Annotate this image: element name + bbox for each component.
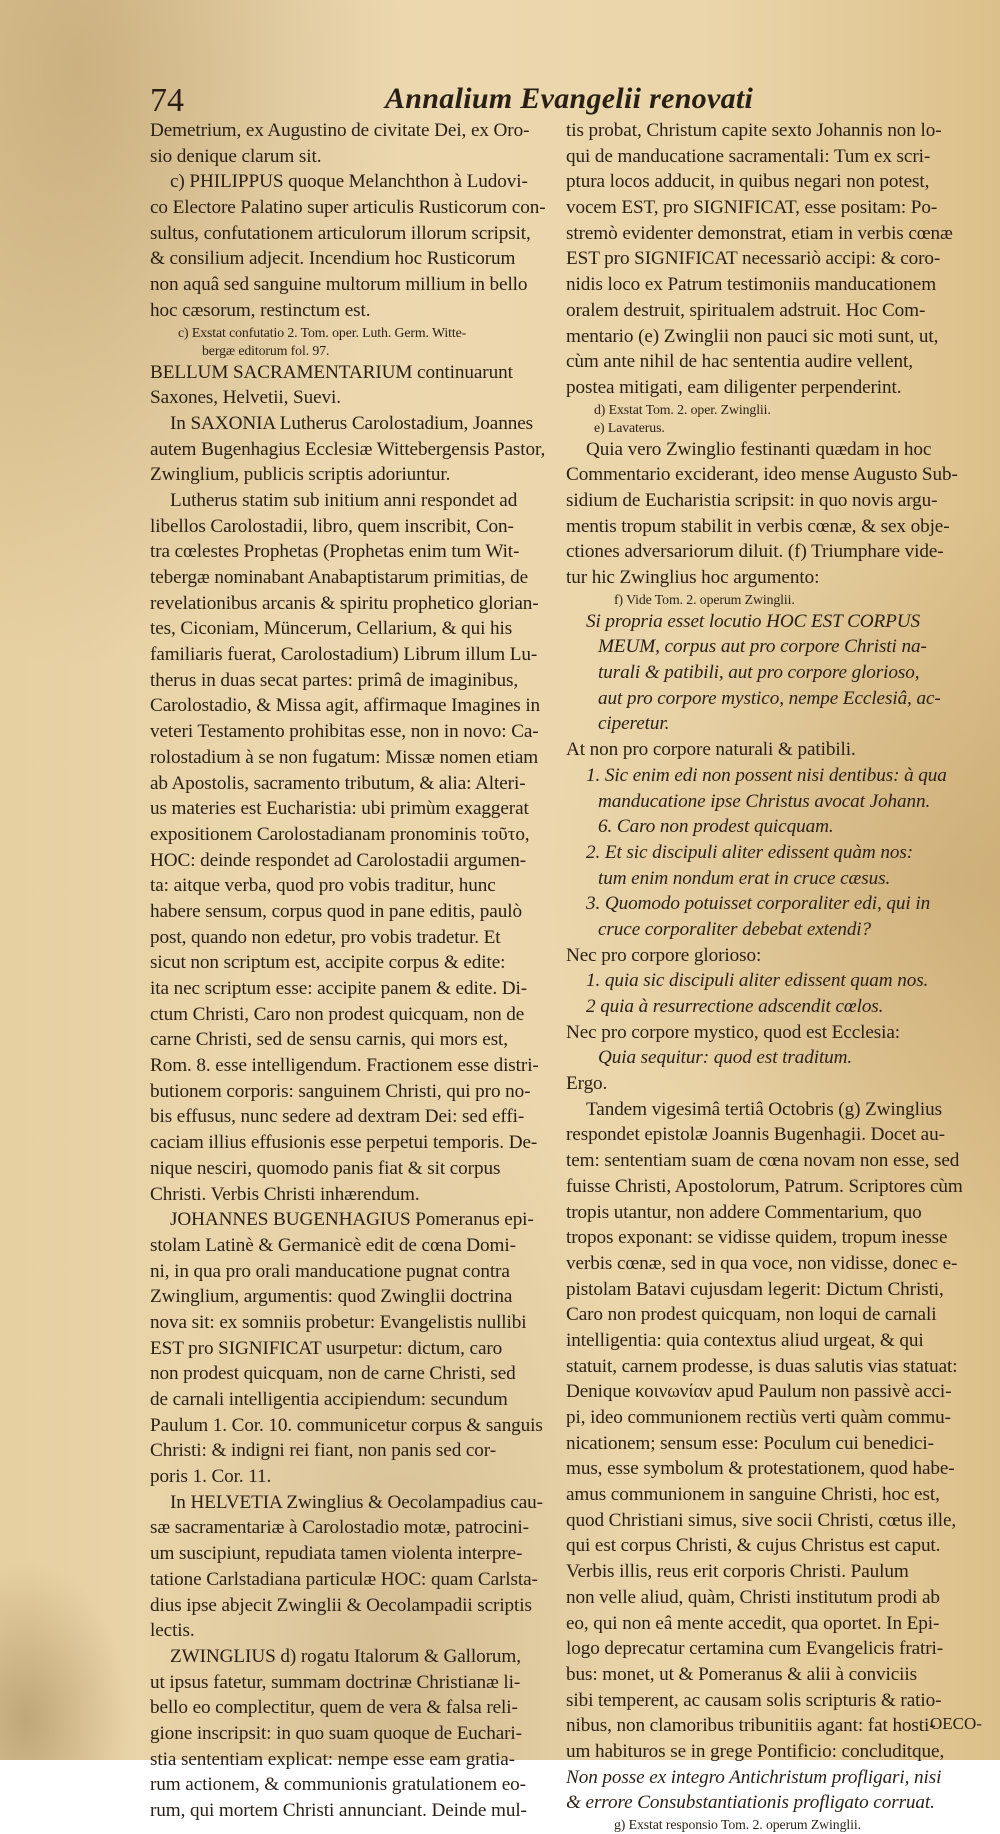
- text-line: postea mitigati, eam diligenter perpenderint.: [566, 376, 902, 398]
- text-line: de carnali intelligentia accipiendum: secundum: [150, 1389, 508, 1410]
- text-line: c) Exstat confutatio 2. Tom. oper. Luth. Germ. Witte-: [178, 324, 467, 340]
- catchword: OECO-: [930, 1714, 982, 1733]
- text-line: poris 1. Cor. 11.: [150, 1466, 272, 1488]
- text-line: HOC: deinde respondet ad Carolostadii argumen-: [150, 849, 527, 871]
- text-line: ab Apostolis, sacramento tributum, & alia: Alteri-: [150, 772, 526, 794]
- text-line: 2 quia à resurrectione adscendit cœlos.: [586, 996, 884, 1017]
- text-line: ta: aitque verba, quod pro vobis traditur, hunc: [150, 875, 496, 897]
- text-line: vocem EST, pro SIGNIFICAT, esse positam: Po-: [566, 197, 938, 219]
- text-line: Zwinglium, argumentis: quod Zwinglii doctrina: [150, 1286, 513, 1308]
- text-line: non aquâ sed sanguine multorum millium in bello: [150, 274, 528, 296]
- text-line: Rom. 8. esse intelligendum. Fractionem esse distri-: [150, 1055, 539, 1077]
- text-line: EST pro SIGNIFICAT necessariò accipi: & coro-: [566, 248, 941, 270]
- text-line: Quia sequitur: quod est traditum.: [598, 1047, 853, 1069]
- text-line: pistolam Batavi cujusdam legerit: Dictum Christi,: [566, 1278, 944, 1300]
- text-line: ctiones adversariorum diluit. (f) Triumphare vide-: [566, 541, 944, 563]
- text-line: c) PHILIPPUS quoque Melanchthon à Ludovi-: [170, 171, 528, 193]
- text-line: revelationibus arcanis & spiritu prophetico glorian-: [150, 592, 539, 614]
- text-line: bus: monet, ut & Pomeranus & alii à conviciis: [566, 1663, 917, 1685]
- text-line: aut pro corpore mystico, nempe Ecclesiâ, ac-: [598, 687, 941, 709]
- text-line: intelligentia: quia contextus aliud urgeat, & qui: [566, 1329, 924, 1351]
- text-line: non prodest quicquam, non de carne Christi, sed: [150, 1363, 516, 1385]
- text-line: & errore Consubstantiationis profligato corruat.: [566, 1792, 935, 1814]
- text-line: tis probat, Christum capite sexto Johannis non lo-: [566, 120, 942, 141]
- text-line: qui de manducatione sacramentali: Tum ex scri-: [566, 145, 931, 167]
- text-line: nique nesciri, quomodo panis fiat & sit corpus: [150, 1157, 501, 1179]
- text-line: rolostadium à se non fugatum: Missæ nomen etiam: [150, 746, 539, 768]
- text-line: dius ipse abjecit Zwinglii & Oecolampadii scriptis: [150, 1594, 532, 1616]
- text-line: sio denique clarum sit.: [150, 145, 322, 167]
- text-line: Non posse ex integro Antichristum profligari, nisi: [566, 1766, 942, 1788]
- text-line: expositionem Carolostadianam pronominis τοῦτο,: [150, 823, 530, 845]
- page-stain: [0, 1560, 130, 1760]
- text-line: veteri Testamento prohibitas esse, non in novo: Ca-: [150, 721, 539, 743]
- text-line: Commentario exciderant, ideo mense Augusto Sub-: [566, 464, 958, 486]
- text-line: Quia vero Zwinglio festinanti quædam in hoc: [586, 438, 932, 460]
- text-line: 6. Caro non prodest quicquam.: [598, 816, 834, 838]
- text-line: Nec pro corpore glorioso:: [566, 944, 762, 966]
- text-line: us materies est Eucharistia: ubi primùm exaggerat: [150, 798, 529, 820]
- text-line: Si propria esset locutio HOC EST CORPUS: [586, 610, 921, 632]
- text-line: non velle aliud, quàm, Christi institutum prodi ab: [566, 1586, 940, 1608]
- text-line: butionem corporis: sanguinem Christi, qui pro no-: [150, 1080, 531, 1102]
- text-line: quod Christiani simus, sive socii Christi, cœtus ille,: [566, 1509, 957, 1531]
- text-line: eo, qui non eâ mente accedit, qua oportet. In Epi-: [566, 1612, 940, 1634]
- text-line: ptura locos adducit, in quibus negari non potest,: [566, 171, 930, 193]
- text-line: Christi: & indigni rei fiant, non panis sed cor-: [150, 1440, 496, 1462]
- text-line: manducatione ipse Christus avocat Johann.: [598, 790, 931, 812]
- text-line: Saxones, Helvetii, Suevi.: [150, 387, 341, 409]
- text-line: qui est corpus Christi, & cujus Christus est caput.: [566, 1535, 941, 1557]
- text-line: ni, in qua pro orali manducatione pugnat contra: [150, 1260, 510, 1282]
- text-line: sibi temperent, ac causam solis scripturis & ratio-: [566, 1689, 942, 1711]
- text-line: Christi. Verbis Christi inhærendum.: [150, 1183, 420, 1205]
- running-head: Annalium Evangelii renovati: [385, 82, 754, 115]
- text-line: rum, qui mortem Christi annunciant. Deinde mul-: [150, 1800, 527, 1821]
- text-line: Ergo.: [566, 1073, 608, 1095]
- text-line: 3. Quomodo potuisset corporaliter edi, qui in: [586, 893, 931, 915]
- text-line: 2. Et sic discipuli aliter edissent quàm nos:: [586, 841, 913, 863]
- text-line: tatione Carlstadiana particulæ HOC: quam Carlsta-: [150, 1568, 538, 1590]
- text-line: Zwinglium, publicis scriptis adoriuntur.: [150, 464, 451, 486]
- text-line: Demetrium, ex Augustino de civitate Dei, ex Oro-: [150, 120, 530, 141]
- text-line: tes, Ciconiam, Müncerum, Cellarium, & qui his: [150, 618, 513, 640]
- page-number: 74: [150, 82, 184, 119]
- text-line: oralem destruit, spiritualem adstruit. Hoc Com-: [566, 299, 926, 321]
- text-line: stia sententiam explicat: nempe esse eam gratia-: [150, 1748, 515, 1770]
- right-column: [566, 118, 996, 1834]
- left-column: [150, 118, 555, 1824]
- text-line: mus, esse symbolum & protestationem, quod habe-: [566, 1458, 955, 1480]
- text-line: ctum Christi, Caro non prodest quicquam, non de: [150, 1003, 525, 1025]
- text-line: e) Lavaterus.: [594, 419, 665, 435]
- text-line: cruce corporaliter debebat extendi?: [598, 918, 872, 940]
- text-line: Lutherus statim sub initium anni respondet ad: [170, 489, 518, 511]
- text-line: bello eo complectitur, quem de vera & falsa reli-: [150, 1697, 518, 1719]
- text-line: amus communionem in sanguine Christi, hoc est,: [566, 1484, 940, 1506]
- text-line: um habituros se in grege Pontificio: concluditque,: [566, 1740, 945, 1762]
- text-line: Nec pro corpore mystico, quod est Ecclesia:: [566, 1021, 901, 1043]
- text-line: bis effusus, nunc sedere ad dextram Dei: sed effi-: [150, 1106, 525, 1128]
- text-line: mentario (e) Zwinglii non pauci sic moti sunt, ut,: [566, 325, 939, 347]
- text-line: ciperetur.: [598, 713, 670, 735]
- text-line: nova sit: ex somniis probetur: Evangelistis nullibi: [150, 1311, 527, 1333]
- text-line: therus in duas secat partes: primâ de imaginibus,: [150, 669, 519, 691]
- text-line: co Electore Palatino super articulis Rusticorum con-: [150, 197, 546, 219]
- text-line: tem: sententiam suam de cœna novam non esse, sed: [566, 1150, 960, 1172]
- text-line: Tandem vigesimâ tertiâ Octobris (g) Zwinglius: [586, 1098, 942, 1120]
- text-line: logo deprecatur certamina cum Evangelicis fratri-: [566, 1638, 944, 1660]
- text-line: 1. Sic enim edi non possent nisi dentibus: à qua: [586, 764, 947, 786]
- text-line: pi, ideo communionem rectiùs verti quàm commu-: [566, 1407, 951, 1428]
- text-line: sultus, confutationem articulorum illorum scripsit,: [150, 222, 531, 244]
- text-line: tur hic Zwinglius hoc argumento:: [566, 567, 820, 588]
- text-line: d) Exstat Tom. 2. oper. Zwinglii.: [594, 401, 771, 417]
- text-line: sidium de Eucharistia scripsit: in quo novis argu-: [566, 489, 938, 511]
- text-line: 1. quia sic discipuli aliter edissent quam nos.: [586, 970, 929, 992]
- text-line: statuit, carnem prodesse, is duas salutis vias statuat:: [566, 1355, 958, 1377]
- text-line: sicut non scriptum est, accipite corpus & edite:: [150, 952, 506, 974]
- text-line: carne Christi, sed de sensu carnis, qui mors est,: [150, 1029, 508, 1051]
- text-line: nibus, non clamoribus tribunitiis agant: fat hosti-: [566, 1715, 936, 1737]
- text-line: & consilium adjecit. Incendium hoc Rusticorum: [150, 248, 516, 270]
- text-line: ZWINGLIUS d) rogatu Italorum & Gallorum,: [170, 1645, 521, 1667]
- text-line: lectis.: [150, 1620, 195, 1642]
- text-line: sæ sacramentariæ à Carolostadio motæ, patrocini-: [150, 1517, 529, 1539]
- text-line: In SAXONIA Lutherus Carolostadium, Joannes: [170, 412, 533, 434]
- text-line: bergæ editorum fol. 97.: [202, 342, 330, 358]
- text-line: turali & patibili, aut pro corpore glorioso,: [598, 662, 920, 684]
- text-line: autem Bugenhagius Ecclesiæ Wittebergensis Pastor,: [150, 438, 546, 460]
- text-line: hoc cæsorum, restinctum est.: [150, 299, 371, 321]
- text-line: JOHANNES BUGENHAGIUS Pomeranus epi-: [170, 1209, 534, 1231]
- text-line: At non pro corpore naturali & patibili.: [566, 739, 856, 761]
- text-line: verbis cœnæ, sed in qua voce, non vidisse, donec e-: [566, 1252, 958, 1274]
- text-line: Verbis illis, reus erit corporis Christi. Paulum: [566, 1561, 909, 1583]
- text-line: ita nec scriptum esse: accipite panem & edite. Di-: [150, 978, 528, 999]
- text-line: familiaris fuerat, Carolostadium) Librum illum Lu-: [150, 644, 538, 666]
- text-line: g) Exstat responsio Tom. 2. operum Zwinglii.: [614, 1817, 861, 1832]
- text-line: MEUM, corpus aut pro corpore Christi na-: [598, 636, 927, 658]
- text-line: gione inscripsit: in quo suam quoque de Euchari-: [150, 1722, 522, 1744]
- text-line: tum enim nondum erat in cruce cæsus.: [598, 867, 891, 889]
- text-line: Paulum 1. Cor. 10. communicetur corpus & sanguis: [150, 1414, 543, 1436]
- text-line: EST pro SIGNIFICAT usurpetur: dictum, caro: [150, 1337, 503, 1359]
- text-line: BELLUM SACRAMENTARIUM continuarunt: [150, 361, 513, 383]
- text-line: cùm ante nihil de hac sententia audire vellent,: [566, 351, 913, 373]
- text-line: libellos Carolostadii, libro, quem inscribit, Con-: [150, 515, 514, 537]
- text-line: stolam Latinè & Germanicè edit de cœna Domi-: [150, 1234, 516, 1256]
- text-line: ut ipsus fatetur, summam doctrinæ Christianæ li-: [150, 1671, 521, 1693]
- text-line: tropos exponant: se vidisse quidem, tropum inesse: [566, 1227, 948, 1249]
- text-line: In HELVETIA Zwinglius & Oecolampadius cau-: [170, 1491, 543, 1513]
- text-line: Carolostadio, & Missa agit, affirmaque Imagines in: [150, 695, 541, 717]
- text-line: Caro non prodest quicquam, non loqui de carnali: [566, 1304, 937, 1326]
- text-line: Denique κοινωνίαν apud Paulum non passivè acci-: [566, 1381, 952, 1403]
- text-line: respondet epistolæ Joannis Bugenhagii. Docet au-: [566, 1124, 945, 1146]
- text-line: rum actionem, & communionis gratulationem eo-: [150, 1774, 526, 1796]
- text-line: nidis loco ex Patrum testimoniis manducationem: [566, 274, 937, 296]
- text-line: habere sensum, corpus quod in pane editis, paulò: [150, 900, 522, 922]
- text-line: post, quando non edetur, pro vobis tradetur. Et: [150, 926, 501, 948]
- text-line: tebergæ nominabant Anabaptistarum primitias, de: [150, 567, 529, 588]
- text-line: tra cœlestes Prophetas (Prophetas enim tum Wit-: [150, 541, 520, 563]
- text-line: fuisse Christi, Apostolorum, Patrum. Scriptores cùm: [566, 1175, 963, 1197]
- text-line: um suscipiunt, repudiata tamen violenta interpre-: [150, 1543, 523, 1565]
- text-line: stremò evidenter demonstrat, etiam in verbis cœnæ: [566, 222, 953, 244]
- text-line: nicationem; sensum esse: Poculum cui benedici-: [566, 1432, 934, 1454]
- text-line: mentis tropum stabilit in verbis cœnæ, & sex obje-: [566, 515, 950, 537]
- text-line: tropis utantur, non addere Commentarium, quo: [566, 1201, 922, 1223]
- text-line: f) Vide Tom. 2. operum Zwinglii.: [614, 591, 795, 607]
- text-line: caciam illius effusionis esse perpetui temporis. De-: [150, 1132, 538, 1154]
